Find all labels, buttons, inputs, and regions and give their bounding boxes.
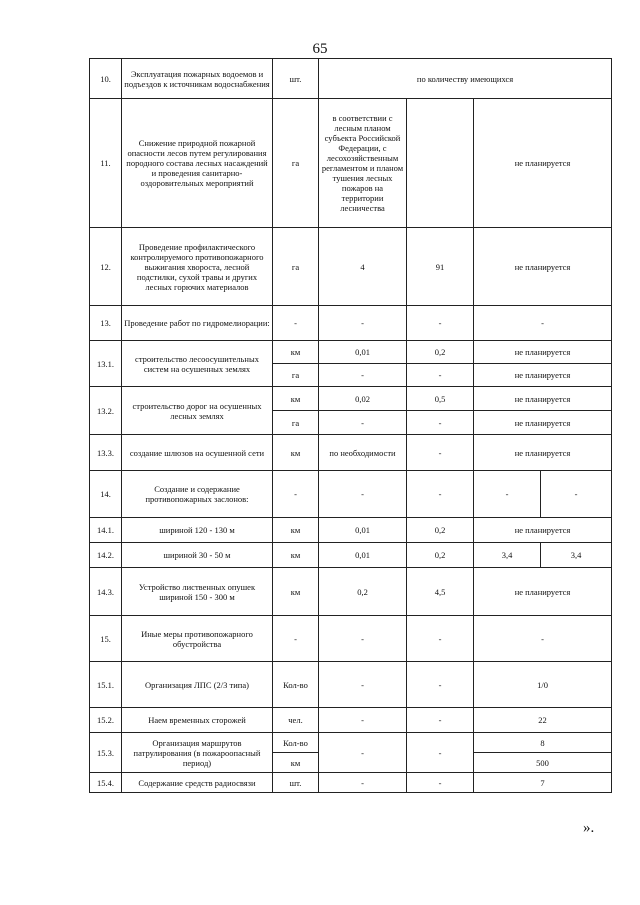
measure-description: шириной 30 - 50 м: [122, 543, 273, 568]
unit-cell: га: [273, 364, 319, 387]
value-cell-34: не планируется: [474, 341, 612, 364]
measure-description: шириной 120 - 130 м: [122, 518, 273, 543]
value-cell-2: -: [407, 435, 474, 471]
value-cell-1: -: [319, 773, 407, 793]
value-cell-1: 0,01: [319, 543, 407, 568]
value-cell-1: -: [319, 364, 407, 387]
table-row: [90, 733, 612, 753]
measure-description: Создание и содержание противопожарных заслонов:: [122, 471, 273, 518]
row-number: 13.: [90, 306, 122, 341]
value-cell-2: -: [407, 471, 474, 518]
unit-cell: шт.: [273, 59, 319, 99]
unit-cell: га: [273, 228, 319, 306]
value-cell-2: -: [407, 662, 474, 708]
value-cell-34: не планируется: [474, 568, 612, 616]
row-number: 14.: [90, 471, 122, 518]
unit-cell: км: [273, 435, 319, 471]
value-cell-34: не планируется: [474, 387, 612, 411]
value-cell-34: не планируется: [474, 228, 612, 306]
value-cell-34: 1/0: [474, 662, 612, 708]
value-cell-3: -: [474, 471, 541, 518]
merged-value-cell: по количеству имеющихся: [319, 59, 612, 99]
measure-description: создание шлюзов на осушенной сети: [122, 435, 273, 471]
unit-cell: км: [273, 518, 319, 543]
row-number: 13.3.: [90, 435, 122, 471]
row-number: 12.: [90, 228, 122, 306]
value-cell-34: 7: [474, 773, 612, 793]
fire-prevention-measures-table: [89, 58, 612, 793]
row-number: 15.2.: [90, 708, 122, 733]
value-cell-34: 22: [474, 708, 612, 733]
value-cell-2: -: [407, 306, 474, 341]
value-cell-2: 0,2: [407, 341, 474, 364]
value-cell-34: не планируется: [474, 364, 612, 387]
measure-description: строительство дорог на осушенных лесных землях: [122, 387, 273, 435]
table-row: [90, 59, 612, 99]
value-cell-2: -: [407, 733, 474, 773]
value-cell-1: в соответствии с лесным планом субъекта Российской Федерации, с лесохозяйственным регламентом и планом тушения лесных пожаров на территории лесничества: [319, 99, 407, 228]
value-cell-3: 3,4: [474, 543, 541, 568]
closing-quote: ».: [583, 820, 595, 836]
row-number: 15.3.: [90, 733, 122, 773]
value-cell-1: 0,02: [319, 387, 407, 411]
table-row: [90, 387, 612, 411]
unit-cell: км: [273, 543, 319, 568]
measure-description: Эксплуатация пожарных водоемов и подъездов к источникам водоснабжения: [122, 59, 273, 99]
measure-description: Организация маршрутов патрулирования (в пожароопасный период): [122, 733, 273, 773]
measure-description: Снижение природной пожарной опасности лесов путем регулирования породного состава лесных насаждений и проведения санитарно-оздоровительных мероприятий: [122, 99, 273, 228]
value-cell-34: 8: [474, 733, 612, 753]
row-number: 14.2.: [90, 543, 122, 568]
unit-cell: км: [273, 568, 319, 616]
unit-cell: чел.: [273, 708, 319, 733]
value-cell-1: -: [319, 733, 407, 773]
value-cell-34: не планируется: [474, 435, 612, 471]
table-row: [90, 662, 612, 708]
row-number: 13.2.: [90, 387, 122, 435]
value-cell-2: 0,2: [407, 543, 474, 568]
table-row: [90, 341, 612, 364]
unit-cell: га: [273, 411, 319, 435]
value-cell-1: 4: [319, 228, 407, 306]
value-cell-1: -: [319, 616, 407, 662]
measure-description: Проведение профилактического контролируемого противопожарного выжигания хвороста, лесной подстилки, сухой травы и других лесных горючих материалов: [122, 228, 273, 306]
row-number: 15.: [90, 616, 122, 662]
table-row: [90, 518, 612, 543]
value-cell-2: 0,2: [407, 518, 474, 543]
measure-description: Организация ЛПС (2/3 типа): [122, 662, 273, 708]
value-cell-1: -: [319, 306, 407, 341]
value-cell-2: -: [407, 708, 474, 733]
measure-description: Иные меры противопожарного обустройства: [122, 616, 273, 662]
row-number: 14.1.: [90, 518, 122, 543]
value-cell-1: 0,01: [319, 518, 407, 543]
value-cell-2: -: [407, 773, 474, 793]
page-number: 65: [312, 41, 328, 57]
value-cell-2: -: [407, 364, 474, 387]
unit-cell: км: [273, 387, 319, 411]
row-number: 11.: [90, 99, 122, 228]
unit-cell: -: [273, 471, 319, 518]
table-row: [90, 708, 612, 733]
table-row: [90, 228, 612, 306]
unit-cell: га: [273, 99, 319, 228]
measure-description: Устройство лиственных опушек шириной 150 - 300 м: [122, 568, 273, 616]
measure-description: Проведение работ по гидромелиорации:: [122, 306, 273, 341]
value-cell-1: 0,2: [319, 568, 407, 616]
value-cell-1: 0,01: [319, 341, 407, 364]
measure-description: Наем временных сторожей: [122, 708, 273, 733]
table-row: [90, 568, 612, 616]
unit-cell: км: [273, 341, 319, 364]
row-number: 15.1.: [90, 662, 122, 708]
value-cell-34: -: [474, 616, 612, 662]
value-cell-2: [407, 99, 474, 228]
value-cell-1: -: [319, 708, 407, 733]
value-cell-2: 0,5: [407, 387, 474, 411]
table-row: [90, 435, 612, 471]
value-cell-1: -: [319, 471, 407, 518]
value-cell-2: -: [407, 411, 474, 435]
row-number: 14.3.: [90, 568, 122, 616]
value-cell-1: -: [319, 662, 407, 708]
measure-description: строительство лесоосушительных систем на осушенных землях: [122, 341, 273, 387]
unit-cell: -: [273, 306, 319, 341]
measure-description: Содержание средств радиосвязи: [122, 773, 273, 793]
value-cell-2: 4,5: [407, 568, 474, 616]
table-row: [90, 543, 612, 568]
row-number: 13.1.: [90, 341, 122, 387]
value-cell-1: по необходимости: [319, 435, 407, 471]
value-cell-34: не планируется: [474, 99, 612, 228]
table-row: [90, 616, 612, 662]
value-cell-34: -: [474, 306, 612, 341]
value-cell-2: -: [407, 616, 474, 662]
table-row: [90, 471, 612, 518]
unit-cell: Кол-во: [273, 662, 319, 708]
table-row: [90, 773, 612, 793]
table-row: [90, 306, 612, 341]
value-cell-34: не планируется: [474, 411, 612, 435]
unit-cell: шт.: [273, 773, 319, 793]
row-number: 10.: [90, 59, 122, 99]
value-cell-4: -: [541, 471, 612, 518]
unit-cell: Кол-во: [273, 733, 319, 753]
table-row: [90, 99, 612, 228]
row-number: 15.4.: [90, 773, 122, 793]
value-cell-34: не планируется: [474, 518, 612, 543]
value-cell-34: 500: [474, 753, 612, 773]
unit-cell: -: [273, 616, 319, 662]
unit-cell: км: [273, 753, 319, 773]
value-cell-1: -: [319, 411, 407, 435]
value-cell-2: 91: [407, 228, 474, 306]
value-cell-4: 3,4: [541, 543, 612, 568]
